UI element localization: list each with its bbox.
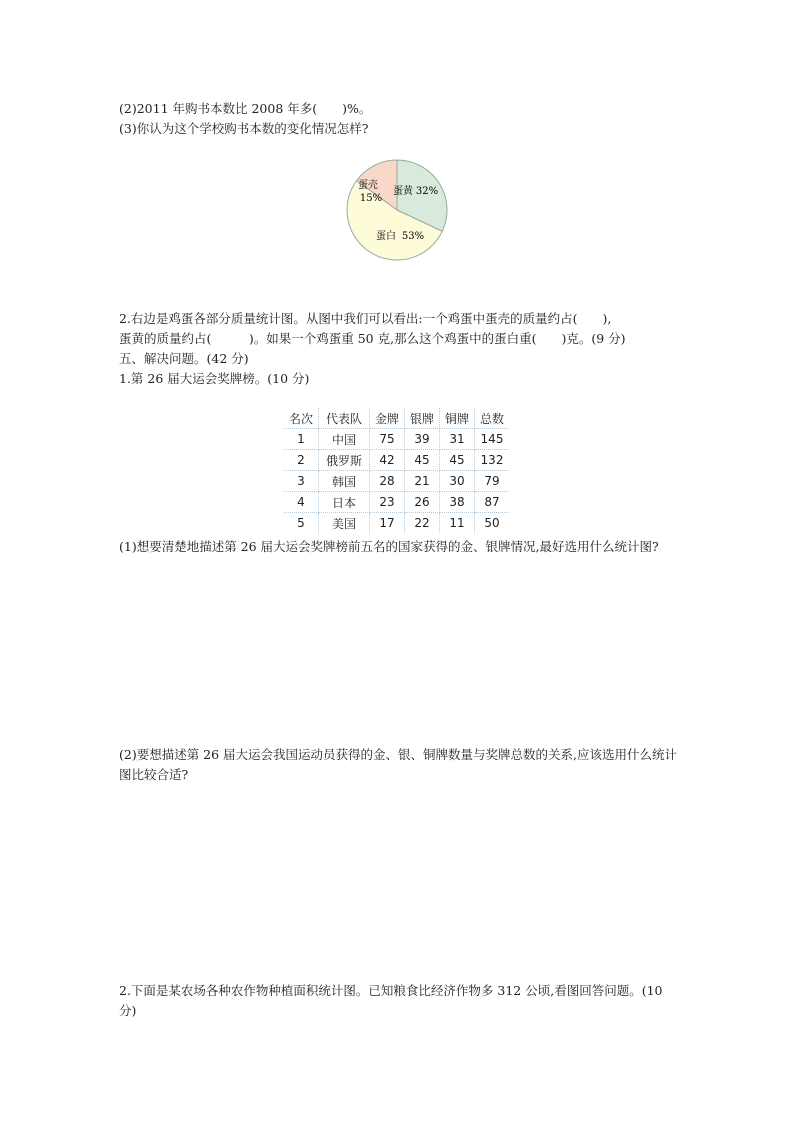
- table-cell: 79: [475, 471, 510, 492]
- table-cell: 22: [405, 513, 440, 534]
- medal-table: [284, 408, 509, 533]
- table-cell: 42: [370, 450, 405, 471]
- pie-label-white: 蛋白: [376, 231, 396, 242]
- question-2-2: (2)2011 年购书本数比 2008 年多( )%。: [119, 101, 372, 116]
- question-2-3: (3)你认为这个学校购书本数的变化情况怎样?: [119, 121, 369, 136]
- medal-question-2: (2)要想描述第 26 届大运会我国运动员获得的金、银、铜牌数量与奖牌总数的关系,应该选用什么统计图比较合适?: [119, 747, 678, 782]
- pie-value-yolk: 32%: [415, 186, 439, 197]
- table-cell: 2: [284, 450, 319, 471]
- table-cell: 50: [475, 513, 510, 534]
- header-cell-total: 总数: [475, 408, 510, 429]
- pie-value-shell: 15%: [359, 193, 383, 204]
- table-cell: 132: [475, 450, 510, 471]
- pie-value-white: 53%: [401, 231, 425, 242]
- medal-intro: 1.第 26 届大运会奖牌榜。(10 分): [119, 371, 310, 386]
- table-row: [284, 513, 509, 534]
- table-cell: 87: [475, 492, 510, 513]
- table-cell: 韩国: [319, 471, 370, 492]
- table-cell: 23: [370, 492, 405, 513]
- table-row: [284, 429, 509, 450]
- table-row: [284, 492, 509, 513]
- table-cell: 145: [475, 429, 510, 450]
- table-header-row: [284, 408, 509, 429]
- header-cell-team: 代表队: [319, 408, 370, 429]
- table-cell: 45: [440, 450, 475, 471]
- table-cell: 17: [370, 513, 405, 534]
- table-cell: 28: [370, 471, 405, 492]
- table-cell: 11: [440, 513, 475, 534]
- table-cell: 31: [440, 429, 475, 450]
- table-cell: 38: [440, 492, 475, 513]
- medal-question-1: (1)想要清楚地描述第 26 届大运会奖牌榜前五名的国家获得的金、银牌情况,最好选用什么统计图?: [119, 539, 659, 554]
- egg-pie-chart: [344, 157, 450, 263]
- pie-label-yolk: 蛋黄: [393, 186, 413, 197]
- farm-question: 2.下面是某农场各种农作物种植面积统计图。已知粮食比经济作物多 312 公顷,看图回答问题。(10 分): [119, 983, 663, 1018]
- table-cell: 日本: [319, 492, 370, 513]
- table-cell: 俄罗斯: [319, 450, 370, 471]
- table-cell: 5: [284, 513, 319, 534]
- table-cell: 中国: [319, 429, 370, 450]
- table-cell: 30: [440, 471, 475, 492]
- table-row: [284, 450, 509, 471]
- table-cell: 75: [370, 429, 405, 450]
- egg-question-line-2: 蛋黄的质量约占( )。如果一个鸡蛋重 50 克,那么这个鸡蛋中的蛋白重( )克。(9 分): [119, 331, 626, 346]
- table-cell: 4: [284, 492, 319, 513]
- pie-label-shell: 蛋壳: [358, 180, 378, 191]
- header-cell-bronze: 铜牌: [440, 408, 475, 429]
- table-cell: 45: [405, 450, 440, 471]
- header-cell-silver: 银牌: [405, 408, 440, 429]
- table-cell: 1: [284, 429, 319, 450]
- table-cell: 26: [405, 492, 440, 513]
- header-cell-rank: 名次: [284, 408, 319, 429]
- table-cell: 39: [405, 429, 440, 450]
- header-cell-gold: 金牌: [370, 408, 405, 429]
- table-cell: 21: [405, 471, 440, 492]
- section-5-title: 五、解决问题。(42 分): [119, 351, 249, 366]
- table-cell: 3: [284, 471, 319, 492]
- table-row: [284, 471, 509, 492]
- table-cell: 美国: [319, 513, 370, 534]
- egg-question-line-1: 2.右边是鸡蛋各部分质量统计图。从图中我们可以看出:一个鸡蛋中蛋壳的质量约占( ),: [119, 311, 612, 326]
